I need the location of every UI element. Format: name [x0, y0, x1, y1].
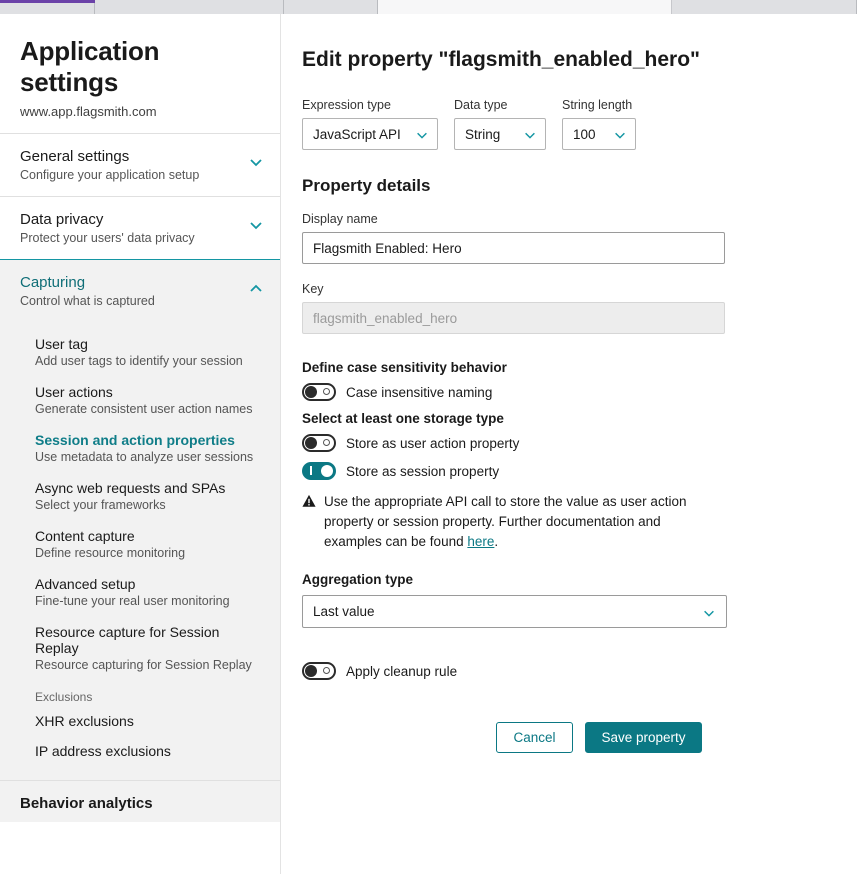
sidebar-item-async-web-requests-and-spas[interactable]	[0, 472, 280, 520]
sidebar-item-session-and-action-properties-label: Session and action properties	[35, 432, 235, 448]
sidebar-capturing-subnav	[0, 322, 280, 780]
form-actions	[302, 722, 831, 753]
sidebar-item-user-tag-sub: Add user tags to identify your session	[35, 354, 243, 368]
chevron-down-icon[interactable]	[248, 154, 262, 168]
expression-type-select[interactable]	[302, 118, 438, 150]
expression-type-label: Expression type	[302, 98, 391, 112]
sidebar-item-user-actions-label: User actions	[35, 384, 113, 400]
sidebar-item-session-and-action-properties[interactable]	[0, 424, 280, 472]
string-length-value: 100	[573, 126, 596, 142]
store-as-user-action-property-toggle[interactable]	[302, 434, 336, 452]
page-title: Edit property "flagsmith_enabled_hero"	[302, 48, 700, 71]
browser-tab-5[interactable]	[672, 0, 857, 14]
sidebar-group-data-privacy-title: Data privacy	[20, 211, 104, 228]
documentation-here-link[interactable]: here	[467, 534, 495, 549]
sidebar-group-capturing-title: Capturing	[20, 274, 86, 291]
chevron-down-icon	[702, 606, 716, 623]
store-as-session-property-row	[302, 462, 831, 480]
sidebar-item-advanced-setup-label: Advanced setup	[35, 576, 136, 592]
storage-notice	[302, 492, 722, 552]
display-name-input[interactable]: Flagsmith Enabled: Hero	[302, 232, 725, 264]
data-type-field	[454, 98, 546, 150]
string-length-label: String length	[562, 98, 633, 112]
aggregation-type-value: Last value	[313, 604, 375, 619]
case-insensitive-naming-label: Case insensitive naming	[346, 384, 493, 400]
sidebar-item-advanced-setup[interactable]	[0, 568, 280, 616]
top-fields-row	[302, 98, 831, 150]
sidebar-item-user-actions-sub: Generate consistent user action names	[35, 402, 253, 416]
key-label: Key	[302, 282, 324, 296]
display-name-field	[302, 212, 831, 264]
case-sensitivity-heading: Define case sensitivity behavior	[302, 360, 507, 375]
storage-notice-text	[324, 492, 722, 552]
data-type-select[interactable]	[454, 118, 546, 150]
case-insensitive-naming-toggle[interactable]	[302, 383, 336, 401]
sidebar-header	[0, 14, 280, 133]
sidebar-item-content-capture-label: Content capture	[35, 528, 135, 544]
sidebar-group-general-settings-subtitle: Configure your application setup	[20, 168, 200, 182]
apply-cleanup-rule-row	[302, 662, 831, 680]
sidebar-group-behavior-analytics[interactable]: Behavior analytics	[0, 780, 280, 822]
browser-tab-2[interactable]	[95, 0, 284, 14]
sidebar-item-session-and-action-properties-sub: Use metadata to analyze user sessions	[35, 450, 254, 464]
sidebar	[0, 14, 281, 874]
apply-cleanup-rule-label: Apply cleanup rule	[346, 663, 458, 679]
case-insensitive-naming-row	[302, 383, 831, 401]
key-field	[302, 282, 831, 334]
chevron-down-icon	[523, 128, 537, 145]
tab-accent-bar	[0, 0, 95, 3]
store-as-session-property-toggle[interactable]	[302, 462, 336, 480]
storage-notice-text-before: Use the appropriate API call to store the value as user action property or session property. Further documentation and examples can be found	[324, 494, 687, 549]
sidebar-item-content-capture-sub: Define resource monitoring	[35, 546, 186, 560]
sidebar-item-resource-capture-label: Resource capture for Session Replay	[35, 624, 220, 656]
chevron-down-icon	[613, 128, 627, 145]
chevron-up-icon[interactable]	[248, 280, 262, 294]
sidebar-group-general-settings[interactable]	[0, 133, 280, 196]
sidebar-group-data-privacy[interactable]	[0, 196, 280, 259]
sidebar-group-capturing-subtitle: Control what is captured	[20, 294, 155, 308]
apply-cleanup-rule-toggle[interactable]	[302, 662, 336, 680]
sidebar-item-async-label: Async web requests and SPAs	[35, 480, 226, 496]
string-length-field	[562, 98, 636, 150]
warning-icon	[302, 492, 316, 552]
expression-type-field	[302, 98, 438, 150]
sidebar-item-user-tag[interactable]	[0, 328, 280, 376]
sidebar-subtitle: www.app.flagsmith.com	[20, 104, 157, 119]
storage-type-heading: Select at least one storage type	[302, 411, 504, 426]
string-length-select[interactable]	[562, 118, 636, 150]
sidebar-item-resource-capture-session-replay[interactable]	[0, 616, 280, 680]
expression-type-value: JavaScript API	[313, 126, 401, 142]
sidebar-item-resource-capture-sub: Resource capturing for Session Replay	[35, 658, 252, 672]
sidebar-item-advanced-setup-sub: Fine-tune your real user monitoring	[35, 594, 230, 608]
browser-tab-strip	[0, 0, 857, 14]
aggregation-type-label: Aggregation type	[302, 572, 414, 587]
store-as-user-action-property-row	[302, 434, 831, 452]
chevron-down-icon[interactable]	[248, 217, 262, 231]
data-type-label: Data type	[454, 98, 508, 112]
sidebar-item-user-actions[interactable]	[0, 376, 280, 424]
sidebar-group-capturing[interactable]	[0, 259, 280, 322]
sidebar-group-general-settings-title: General settings	[20, 148, 130, 165]
store-as-session-property-label: Store as session property	[346, 463, 500, 479]
storage-notice-text-after: .	[494, 534, 499, 549]
sidebar-exclusions-label: Exclusions	[35, 690, 93, 704]
data-type-value: String	[465, 126, 501, 142]
key-input[interactable]: flagsmith_enabled_hero	[302, 302, 725, 334]
browser-tab-4-active[interactable]	[378, 0, 672, 14]
sidebar-title: Application settings	[20, 36, 160, 97]
sidebar-item-ip-address-exclusions[interactable]: IP address exclusions	[35, 743, 171, 759]
chevron-down-icon	[415, 128, 429, 145]
cancel-button[interactable]: Cancel	[496, 722, 573, 753]
sidebar-item-user-tag-label: User tag	[35, 336, 88, 352]
display-name-label: Display name	[302, 212, 378, 226]
browser-tab-3[interactable]	[284, 0, 378, 14]
main-content	[282, 14, 857, 874]
sidebar-item-content-capture[interactable]	[0, 520, 280, 568]
aggregation-type-select[interactable]	[302, 595, 727, 628]
store-as-user-action-property-label: Store as user action property	[346, 435, 520, 451]
property-details-heading: Property details	[302, 176, 431, 195]
sidebar-item-async-sub: Select your frameworks	[35, 498, 166, 512]
sidebar-item-xhr-exclusions[interactable]: XHR exclusions	[35, 713, 134, 729]
save-property-button[interactable]: Save property	[585, 722, 702, 753]
sidebar-group-data-privacy-subtitle: Protect your users' data privacy	[20, 231, 195, 245]
